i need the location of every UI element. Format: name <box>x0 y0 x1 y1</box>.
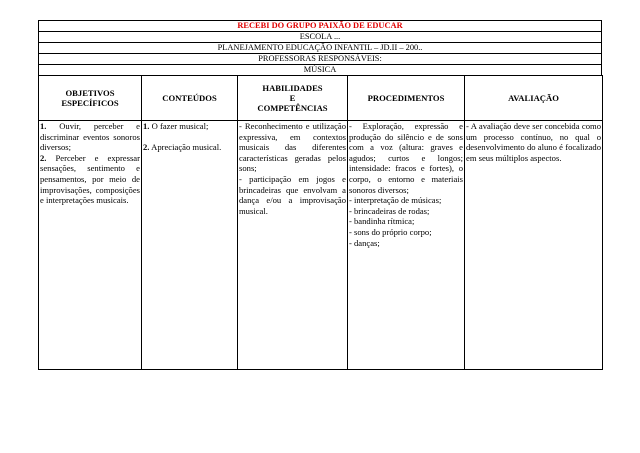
col-avaliacao-header: AVALIAÇÃO <box>465 76 603 121</box>
col-conteudos-header: CONTEÚDOS <box>142 76 238 121</box>
procedimentos-cell <box>348 121 465 370</box>
conteudos-cell <box>142 121 238 370</box>
col-procedimentos-header: PROCEDIMENTOS <box>348 76 465 121</box>
habilidade-item: - participação em jogos e brincadeiras que envolvam a dança e/ou a improvisação musical. <box>239 173 346 216</box>
procedimento-item: - brincadeiras de rodas; <box>349 205 430 216</box>
procedimento-item: - danças; <box>349 237 380 248</box>
avaliacao-cell <box>465 121 603 370</box>
header-subject-line: MÚSICA <box>38 64 602 75</box>
habilidades-cell <box>238 121 348 370</box>
col-habilidades-header: HABILIDADES E COMPETÊNCIAS <box>238 76 348 121</box>
objetivos-cell <box>39 121 142 370</box>
table-content-row <box>39 121 603 370</box>
header-source-line: RECEBI DO GRUPO PAIXÃO DE EDUCAR <box>38 20 602 31</box>
objetivo-item: 2. Perceber e expressar sensações, sentimento e pensamentos, por meio de improvisações, composições e interpretações musicais. <box>40 152 140 206</box>
objetivo-item: 1. Ouvir, perceber e discriminar eventos sonoros diversos; <box>40 121 140 153</box>
habilidade-item: - Reconhecimento e utilização expressiva, em contextos musicais das diferentes características geradas pelos sons; <box>239 121 346 174</box>
conteudo-item: 1. O fazer musical; <box>143 121 209 131</box>
conteudo-item: 2. Apreciação musical. <box>143 141 222 152</box>
col-objetivos-header: OBJETIVOS ESPECÍFICOS <box>39 76 142 121</box>
avaliacao-item: - A avaliação deve ser concebida como um processo contínuo, no qual o desenvolvimento do aluno é focalizado em seus múltiplos aspectos. <box>466 121 601 163</box>
procedimento-item: - sons do próprio corpo; <box>349 226 432 237</box>
procedimento-item: - interpretação de músicas; <box>349 195 442 206</box>
header-planning-title: PLANEJAMENTO EDUCAÇÃO INFANTIL – JD.II – 200.. <box>38 42 602 53</box>
header-teachers-line: PROFESSORAS RESPONSÁVEIS: <box>38 53 602 64</box>
planning-table <box>38 75 603 370</box>
procedimento-item: - Exploração, expressão e produção do silêncio e de sons com a voz (altura: graves e agudos; curtos e longos; intensidade: fracos e fortes), o corpo, o entorno e materiais sonoros diversos; <box>349 121 463 195</box>
planning-document <box>38 20 602 370</box>
procedimento-item: - bandinha rítmica; <box>349 216 415 227</box>
table-header-row <box>39 76 603 121</box>
header-school-line: ESCOLA ... <box>38 31 602 42</box>
